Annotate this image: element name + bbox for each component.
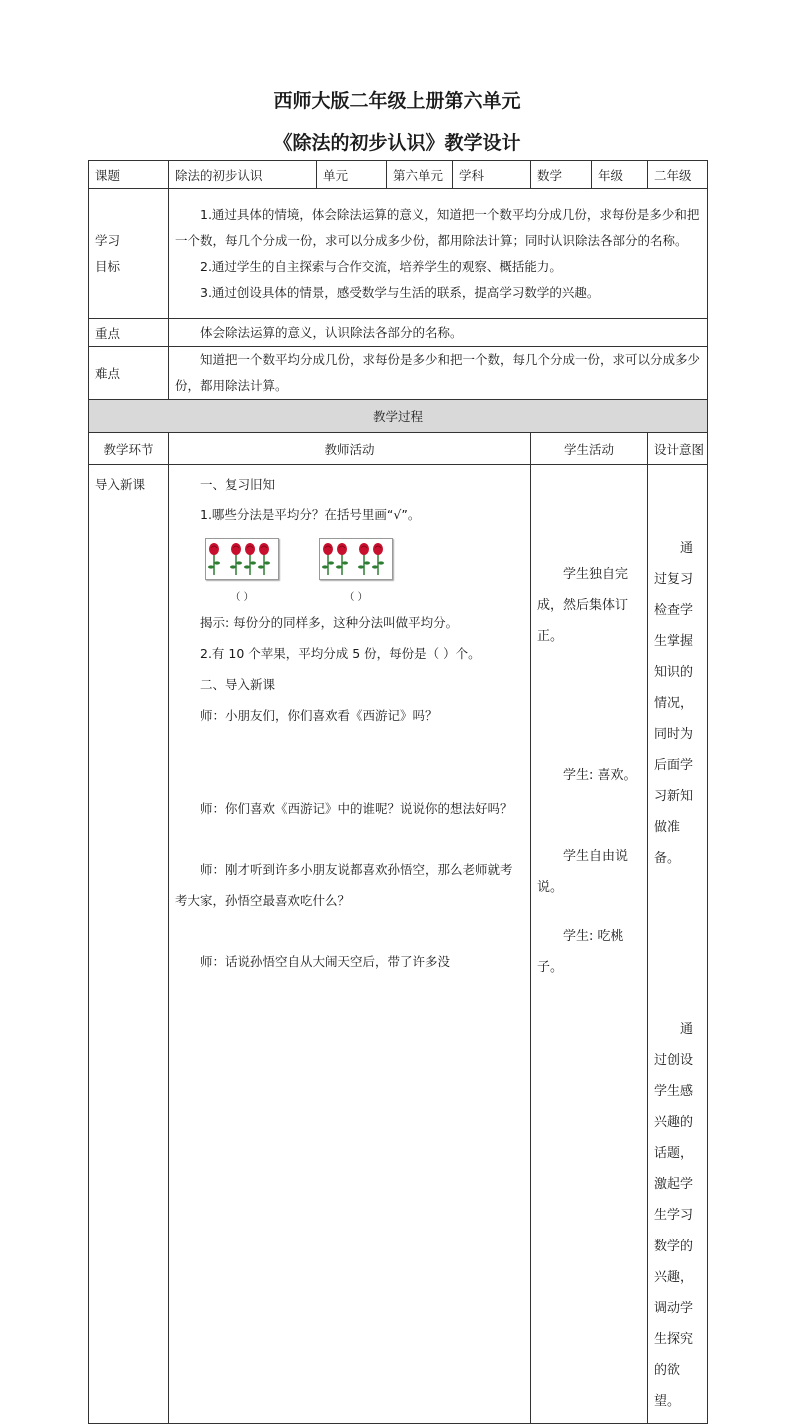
lesson-label: 课题 — [89, 161, 169, 189]
purpose-2: 通过创设学生感兴趣的话题，激起学生学习数学的兴趣，调动学生探究的欲望。 — [654, 1022, 694, 1409]
info-row — [89, 161, 708, 189]
goals-label-line1: 学习 — [95, 232, 121, 248]
reveal-text: 揭示: 每份分的同样多，这种分法叫做平均分。 — [200, 615, 459, 630]
rose-icon — [258, 543, 270, 575]
rose-picture-a — [205, 538, 279, 580]
purpose-1: 通过复习检查学生掌握知识的情况，同时为后面学习新知做准备。 — [654, 541, 694, 866]
goal-item-3: 3.通过创设具体的情景，感受数学与生活的联系，提高学习数学的兴趣。 — [200, 284, 600, 300]
subject-value: 数学 — [531, 161, 592, 189]
process-header: 教学过程 — [89, 400, 708, 433]
section-review: 一、复习旧知 — [200, 477, 276, 492]
goals-row — [89, 189, 708, 319]
lesson-value: 除法的初步认识 — [169, 161, 317, 189]
goal-item-2: 2.通过学生的自主探索与合作交流，培养学生的观察、概括能力。 — [200, 258, 562, 274]
rose-icon — [244, 543, 256, 575]
col-header-stage: 教学环节 — [89, 433, 169, 465]
col-header-student: 学生活动 — [531, 433, 648, 465]
rose-pictures — [205, 538, 524, 603]
student-answer-1: 学生独自完成，然后集体订正。 — [537, 567, 629, 644]
stage-cell — [89, 465, 169, 1424]
key-point-row — [89, 319, 708, 347]
design-purpose-cell — [648, 465, 708, 1424]
rose-icon — [230, 543, 242, 575]
rose-picture-b — [319, 538, 393, 580]
section-intro: 二、导入新课 — [200, 677, 276, 692]
document-subtitle: 《除法的初步认识》教学设计 — [273, 132, 521, 154]
goals-label-line2: 目标 — [95, 258, 121, 274]
rose-icon — [208, 543, 220, 575]
answer-paren-b: （ ） — [344, 592, 368, 603]
rose-icon — [336, 543, 348, 575]
rose-group-a — [205, 538, 279, 603]
unit-label: 单元 — [317, 161, 387, 189]
subject-label: 学科 — [453, 161, 531, 189]
unit-value: 第六单元 — [387, 161, 453, 189]
student-activity-cell — [531, 465, 648, 1424]
lesson-plan-table — [88, 160, 708, 1424]
teacher-line-1: 师：小朋友们，你们喜欢看《西游记》吗？ — [200, 708, 438, 723]
student-answer-4: 学生: 吃桃子。 — [537, 929, 624, 975]
goals-label — [89, 189, 169, 319]
rose-icon — [358, 543, 370, 575]
grade-label: 年级 — [592, 161, 648, 189]
rose-icon — [322, 543, 334, 575]
process-header-row — [89, 400, 708, 433]
rose-icon — [372, 543, 384, 575]
document-title: 西师大版二年级上册第六单元 — [273, 90, 521, 112]
col-header-teacher: 教师活动 — [169, 433, 531, 465]
key-point-paragraph: 体会除法运算的意义，认识除法各部分的名称。 — [200, 324, 463, 340]
difficulty-text — [169, 347, 708, 400]
difficulty-row — [89, 347, 708, 400]
goal-item-1: 1.通过具体的情境，体会除法运算的意义，知道把一个数平均分成几份，求每份是多少和把一个数，每几个分成一份，求可以分成多少份，都用除法计算；同时认识除法各部分的名称。 — [175, 206, 700, 248]
column-header-row — [89, 433, 708, 465]
col-header-purpose: 设计意图 — [648, 433, 708, 465]
question-1: 1.哪些分法是平均分？在括号里画“√”。 — [200, 507, 421, 522]
answer-paren-a: （ ） — [230, 592, 254, 603]
teacher-line-4: 师：话说孙悟空自从大闹天空后，带了许多没 — [200, 954, 451, 969]
key-point-label: 重点 — [89, 319, 169, 347]
difficulty-paragraph: 知道把一个数平均分成几份，求每份是多少和把一个数，每几个分成一份，求可以分成多少份，都用除法计算。 — [175, 352, 701, 393]
stage-name: 导入新课 — [95, 477, 146, 492]
key-point-text — [169, 319, 708, 347]
goals-content — [169, 189, 708, 319]
teacher-line-2: 师：你们喜欢《西游记》中的谁呢？说说你的想法好吗？ — [200, 801, 513, 816]
student-answer-3: 学生自由说说。 — [537, 849, 629, 895]
question-2: 2.有 10 个苹果，平均分成 5 份，每份是（ ）个。 — [200, 646, 481, 661]
teacher-line-3: 师：刚才听到许多小朋友说都喜欢孙悟空，那么老师就考考大家，孙悟空最喜欢吃什么？ — [175, 862, 513, 908]
student-answer-2: 学生: 喜欢。 — [563, 768, 637, 783]
teacher-activity-cell — [169, 465, 531, 1424]
grade-value: 二年级 — [648, 161, 708, 189]
intro-row — [89, 465, 708, 1424]
rose-group-b — [319, 538, 393, 603]
difficulty-label: 难点 — [89, 347, 169, 400]
